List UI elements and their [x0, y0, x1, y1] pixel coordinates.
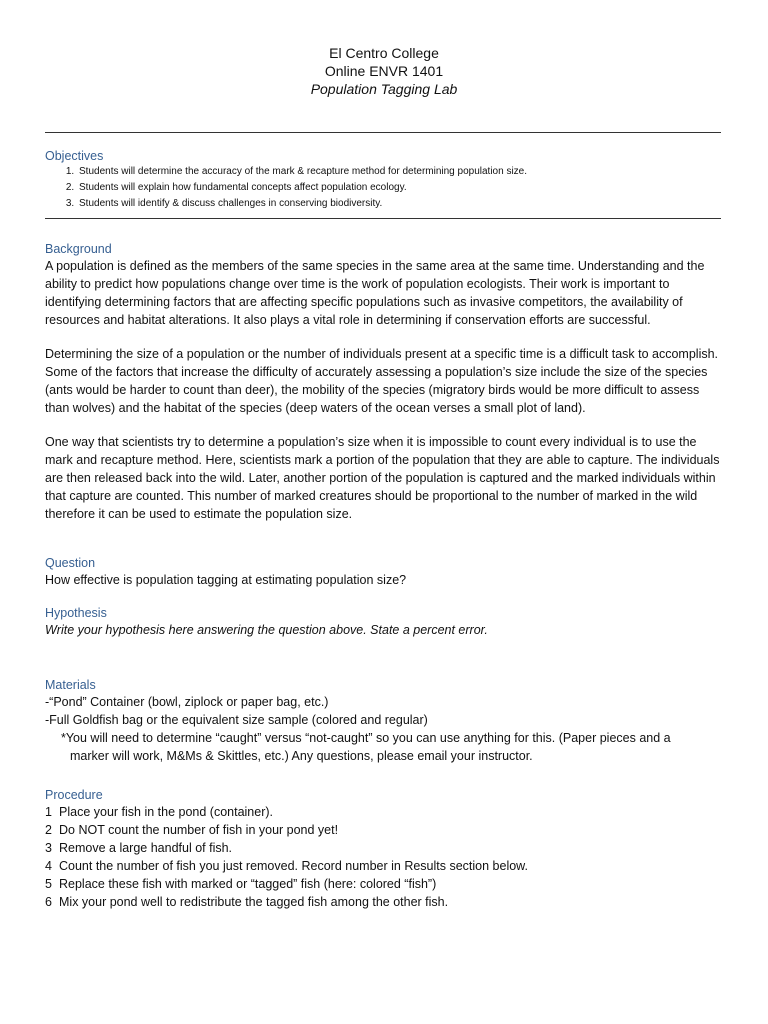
materials-note-continued: marker will work, M&Ms & Skittles, etc.) Any questions, please email your instructor. [70, 749, 533, 763]
list-item [45, 821, 723, 839]
hypothesis-heading: Hypothesis [45, 606, 107, 620]
step-text: Remove a large handful of fish. [59, 841, 233, 855]
background-paragraph: One way that scientists try to determine a population’s size when it is impossible to count every individual is to use the mark and recapture method. Here, scientists mark a portion of the population that they are able to capture. The individuals are then released back into the wild. Later, another portion of the population is captured and the marked individuals within that capture are counted. This number of marked creatures should be proportional to the number of marked in the wild therefore it can be used to estimate the population size. [45, 435, 720, 521]
procedure-section [45, 787, 723, 911]
question-text: How effective is population tagging at estimating population size? [45, 573, 407, 587]
list-item [45, 875, 723, 893]
document-header [45, 44, 723, 98]
list-item [45, 857, 723, 875]
procedure-heading: Procedure [45, 788, 103, 802]
background-paragraph: Determining the size of a population or the number of individuals present at a specific time is a difficult task to accomplish. Some of the factors that increase the difficulty of accurately assessing a population’s size include the size of the species (ants would be harder to count than deer), the mobility of the species (migratory birds would be more difficult to assess than wolves) and the habitat of the species (deep waters of the ocean verses a small plot of land). [45, 347, 719, 415]
list-item: 2. Students will explain how fundamental concepts affect population ecology. [77, 180, 723, 196]
materials-note: *You will need to determine “caught” versus “not-caught” so you can use anything for this. (Paper pieces and a [61, 731, 671, 745]
question-heading: Question [45, 556, 96, 570]
step-text: Replace these fish with marked or “tagged” fish (here: colored “fish”) [59, 877, 437, 891]
materials-section [45, 677, 723, 765]
step-text: Do NOT count the number of fish in your pond yet! [59, 823, 339, 837]
procedure-list [45, 803, 723, 911]
hypothesis-prompt: Write your hypothesis here answering the question above. State a percent error. [45, 623, 488, 637]
college-name: El Centro College [329, 45, 439, 61]
objectives-section [45, 148, 723, 212]
objectives-list [45, 164, 723, 212]
materials-item: -“Pond” Container (bowl, ziplock or paper bag, etc.) [45, 695, 329, 709]
objectives-heading: Objectives [45, 149, 104, 163]
top-divider [45, 132, 721, 133]
step-number: 1 [45, 805, 52, 819]
course-name: Online ENVR 1401 [324, 63, 444, 79]
step-number: 2 [45, 823, 52, 837]
hypothesis-section [45, 605, 723, 639]
list-item [45, 893, 723, 911]
step-text: Count the number of fish you just removed. Record number in Results section below. [59, 859, 528, 873]
list-item: 1. Students will determine the accuracy of the mark & recapture method for determining population size. [77, 164, 723, 180]
document-page [45, 44, 723, 911]
lab-title: Population Tagging Lab [310, 81, 458, 97]
list-item [45, 839, 723, 857]
step-number: 4 [45, 859, 52, 873]
objectives-divider [45, 218, 721, 219]
materials-heading: Materials [45, 678, 96, 692]
background-section [45, 241, 723, 523]
question-section [45, 555, 723, 589]
step-text: Place your fish in the pond (container). [59, 805, 274, 819]
list-item: 3. Students will identify & discuss challenges in conserving biodiversity. [77, 196, 723, 212]
background-heading: Background [45, 242, 112, 256]
materials-item: -Full Goldfish bag or the equivalent size sample (colored and regular) [45, 713, 428, 727]
list-item [45, 803, 723, 821]
step-number: 5 [45, 877, 52, 891]
step-text: Mix your pond well to redistribute the tagged fish among the other fish. [59, 895, 449, 909]
step-number: 6 [45, 895, 52, 909]
background-paragraph: A population is defined as the members of the same species in the same area at the same time. Understanding and the ability to predict how populations change over time is the work of population ecologists. Their work is important to identifying determining factors that are affecting specific populations such as invasive competitors, the availability of resources and habitat alterations. It also plays a vital role in determining if conservation efforts are successful. [45, 259, 705, 327]
step-number: 3 [45, 841, 52, 855]
